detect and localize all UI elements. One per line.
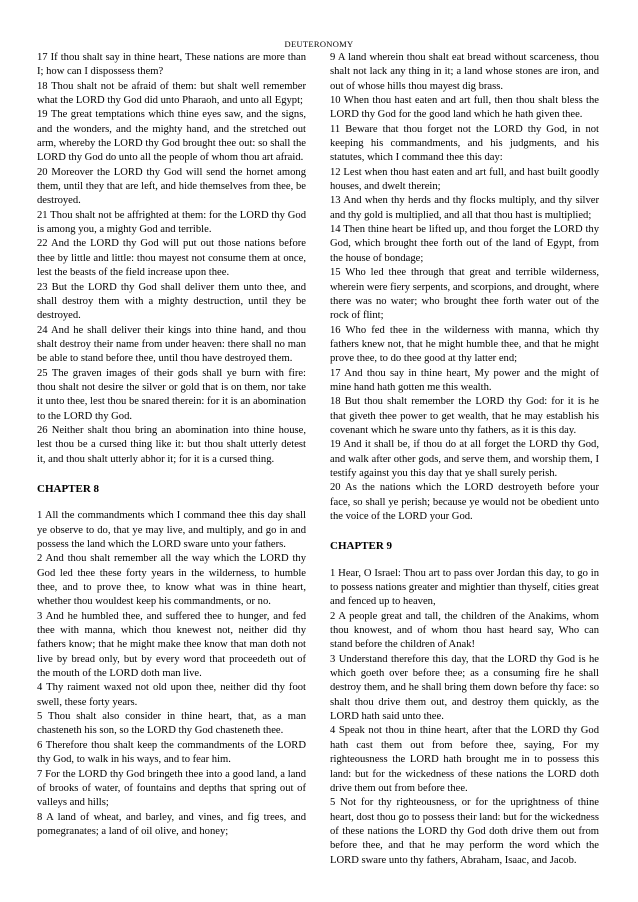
- verse: 14 Then thine heart be lifted up, and thou forget the LORD thy God, which brought thee forth out of the land of Egypt, from the house of bondage;: [330, 224, 599, 264]
- verse-group-chapter-9: [330, 567, 599, 868]
- verse: 23 But the LORD thy God shall deliver them unto thee, and shall destroy them with a mighty destruction, until they be destroyed.: [37, 281, 306, 322]
- verse: 18 Thou shalt not be afraid of them: but shalt well remember what the LORD thy God did unto Pharaoh, and unto all Egypt;: [37, 80, 306, 107]
- chapter-heading: CHAPTER 9: [330, 540, 393, 553]
- verse-group-chapter-7: [37, 51, 306, 467]
- verse: 13 And when thy herds and thy flocks multiply, and thy silver and thy gold is multiplied, and all that thou hast is multiplied;: [330, 195, 599, 221]
- running-header-title: DEUTERONOMY: [284, 39, 354, 49]
- verse: 4 Speak not thou in thine heart, after that the LORD thy God hath cast them out from before thee, saying, For my righteousness the LORD hath brought me in to possess this land: but for the wickedness of these nations the LORD doth drive them out from before thee.: [330, 725, 599, 794]
- verse: 6 Therefore thou shalt keep the commandments of the LORD thy God, to walk in his ways, and to fear him.: [37, 739, 306, 766]
- verse: 15 Who led thee through that great and terrible wilderness, wherein were fiery serpents, and scorpions, and drought, where there was no water; who brought thee forth water out of the rock of flint;: [330, 267, 599, 322]
- verse: 20 Moreover the LORD thy God will send the hornet among them, until they that are left, and hide themselves from thee, be destroyed.: [37, 166, 306, 207]
- verse: 2 A people great and tall, the children of the Anakims, whom thou knowest, and of whom thou hast heard say, Who can stand before the children of Anak!: [330, 610, 599, 651]
- verse: 22 And the LORD thy God will put out those nations before thee by little and little: thou mayest not consume them at once, lest the beasts of the field increase upon thee.: [37, 238, 306, 279]
- verse: 10 When thou hast eaten and art full, then thou shalt bless the LORD thy God for the good land which he hath given thee.: [330, 95, 599, 121]
- verse: 7 For the LORD thy God bringeth thee into a good land, a land of brooks of water, of fountains and depths that spring out of valleys and hills;: [37, 768, 306, 809]
- verse: 21 Thou shalt not be affrighted at them: for the LORD thy God is among you, a mighty God and terrible.: [37, 209, 306, 236]
- chapter-heading: CHAPTER 8: [37, 482, 100, 495]
- verse: 19 And it shall be, if thou do at all forget the LORD thy God, and walk after other gods, and serve them, and worship them, I testify against you this day that ye shall surely perish.: [330, 439, 599, 479]
- verse-group-chapter-8-cont: [330, 51, 599, 524]
- verse: 2 And thou shalt remember all the way which the LORD thy God led thee these forty years in the wilderness, to humble thee, and to prove thee, to know what was in thine heart, whether thou wouldest keep his commandments, or no.: [37, 553, 306, 608]
- verse: 1 All the commandments which I command thee this day shall ye observe to do, that ye may live, and multiply, and go in and possess the land which the LORD sware unto your fathers.: [37, 510, 306, 550]
- verse: 5 Thou shalt also consider in thine heart, that, as a man chasteneth his son, so the LORD thy God chasteneth thee.: [37, 711, 306, 737]
- right-column: [330, 51, 599, 868]
- verse: 11 Beware that thou forget not the LORD thy God, in not keeping his commandments, and his judgments, and his statutes, which I command thee this day:: [330, 123, 599, 164]
- left-column: [37, 51, 306, 839]
- verse: 3 Understand therefore this day, that the LORD thy God is he which goeth over before thee; as a consuming fire he shall destroy them, and he shall bring them down before thy face: so shalt thou drive them out, and destroy them quickly, as the LORD hath said unto thee.: [330, 653, 599, 723]
- verse: 5 Not for thy righteousness, or for the uprightness of thine heart, dost thou go to possess their land: but for the wickedness of these nations the LORD thy God doth drive them out from before thee, and that he may perform the word which the LORD sware unto thy fathers, Abraham, Isaac, and Jacob.: [330, 797, 599, 866]
- verse: 19 The great temptations which thine eyes saw, and the signs, and the wonders, and the mighty hand, and the stretched out arm, whereby the LORD thy God brought thee out: so shall the LORD thy God do unto all the people of whom thou art afraid.: [37, 109, 306, 164]
- verse: 26 Neither shalt thou bring an abomination into thine house, lest thou be a cursed thing like it: but thou shalt utterly detest it, and thou shalt utterly abhor it; for it is a cursed thing.: [37, 424, 306, 465]
- verse: 8 A land of wheat, and barley, and vines, and fig trees, and pomegranates; a land of oil olive, and honey;: [37, 811, 306, 837]
- verse: 24 And he shall deliver their kings into thine hand, and thou shalt destroy their name from under heaven: there shall no man be able to stand before thee, until thou have destroyed them.: [37, 324, 306, 365]
- verse: 17 If thou shalt say in thine heart, These nations are more than I; how can I dispossess them?: [37, 52, 306, 78]
- verse: 18 But thou shalt remember the LORD thy God: for it is he that giveth thee power to get wealth, that he may establish his covenant which he sware unto thy fathers, as it is this day.: [330, 396, 599, 436]
- verse: 9 A land wherein thou shalt eat bread without scarceness, thou shalt not lack any thing in it; a land whose stones are iron, and out of whose hills thou mayest dig brass.: [330, 52, 599, 92]
- verse: 17 And thou say in thine heart, My power and the might of mine hand hath gotten me this wealth.: [330, 367, 599, 393]
- verse: 25 The graven images of their gods shall ye burn with fire: thou shalt not desire the silver or gold that is on them, nor take it unto thee, lest thou be snared therein: for it is an abomination to the LORD thy God.: [37, 367, 306, 422]
- verse: 12 Lest when thou hast eaten and art full, and hast built goodly houses, and dwelt therein;: [330, 166, 599, 193]
- verse: 20 As the nations which the LORD destroyeth before your face, so shall ye perish; because ye would not be obedient unto the voice of the LORD your God.: [330, 482, 599, 522]
- verse: 16 Who fed thee in the wilderness with manna, which thy fathers knew not, that he might humble thee, and that he might prove thee, to do thee good at thy latter end;: [330, 324, 599, 365]
- verse: 1 Hear, O Israel: Thou art to pass over Jordan this day, to go in to possess nations greater and mightier than thyself, cities great and fenced up to heaven,: [330, 567, 599, 608]
- verse-group-chapter-8: [37, 509, 306, 839]
- verse: 3 And he humbled thee, and suffered thee to hunger, and fed thee with manna, which thou knewest not, neither did thy fathers know; that he might make thee know that man doth not live by bread only, but by every word that proceedeth out of the mouth of the LORD doth man live.: [37, 610, 306, 680]
- verse: 4 Thy raiment waxed not old upon thee, neither did thy foot swell, these forty years.: [37, 682, 306, 708]
